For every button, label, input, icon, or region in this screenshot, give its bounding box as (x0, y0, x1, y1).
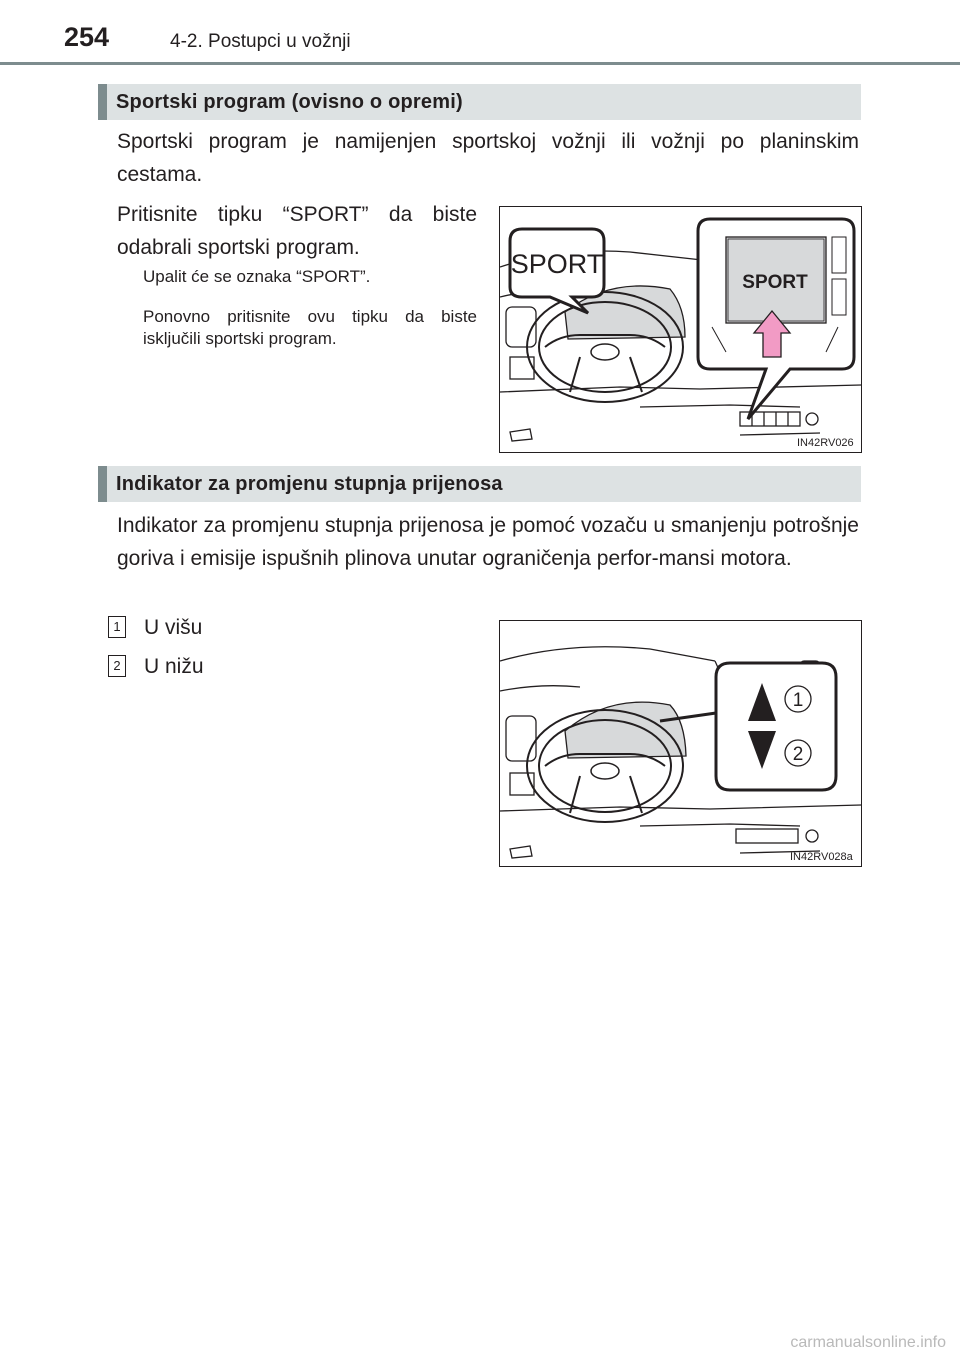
list-number-2: 2 (108, 655, 126, 677)
dashboard-illustration-sport (500, 207, 861, 452)
section-heading-sport (98, 84, 861, 120)
list-number-1: 1 (108, 616, 126, 638)
footer-watermark: carmanualsonline.info (790, 1334, 946, 1351)
sport-intro: Sportski program je namijenjen sportskoj vožnji ili vožnji po planinskim cestama. (117, 130, 859, 186)
sport-button-label: SPORT (742, 272, 808, 293)
page-number: 254 (64, 22, 110, 52)
heading-accent (98, 466, 107, 502)
section-title: Indikator za promjenu stupnja prijenosa (116, 473, 503, 495)
figure-code: IN42RV026 (797, 437, 854, 449)
shift-indicator-figure (499, 620, 862, 867)
section-heading-shift-indicator (98, 466, 861, 502)
sport-instruction: Pritisnite tipku “SPORT” da biste odabrali sportski program. (117, 203, 477, 259)
sport-note-2: Ponovno pritisnite ovu tipku da biste isključili sportski program. (143, 307, 477, 348)
list-label-down: U nižu (144, 655, 204, 678)
list-label-up: U višu (144, 616, 203, 639)
section-title: Sportski program (ovisno o opremi) (116, 91, 463, 113)
bubble-sport-label: SPORT (510, 249, 604, 279)
figure-code: IN42RV028a (790, 851, 853, 863)
sport-note-1: Upalit će se oznaka “SPORT”. (143, 267, 371, 286)
callout-1: 1 (792, 690, 804, 711)
heading-accent (98, 84, 107, 120)
chapter-title: 4-2. Postupci u vožnji (170, 31, 351, 52)
sport-figure (499, 206, 862, 453)
callout-2: 2 (792, 744, 804, 765)
shift-intro: Indikator za promjenu stupnja prijenosa je pomoć vozaču u smanjenju potrošnje goriva i emisije ispušnih plinova unutar ograničenja perfor-mansi motora. (117, 514, 859, 570)
dashboard-illustration-shift (500, 621, 861, 866)
header-rule (0, 62, 960, 65)
